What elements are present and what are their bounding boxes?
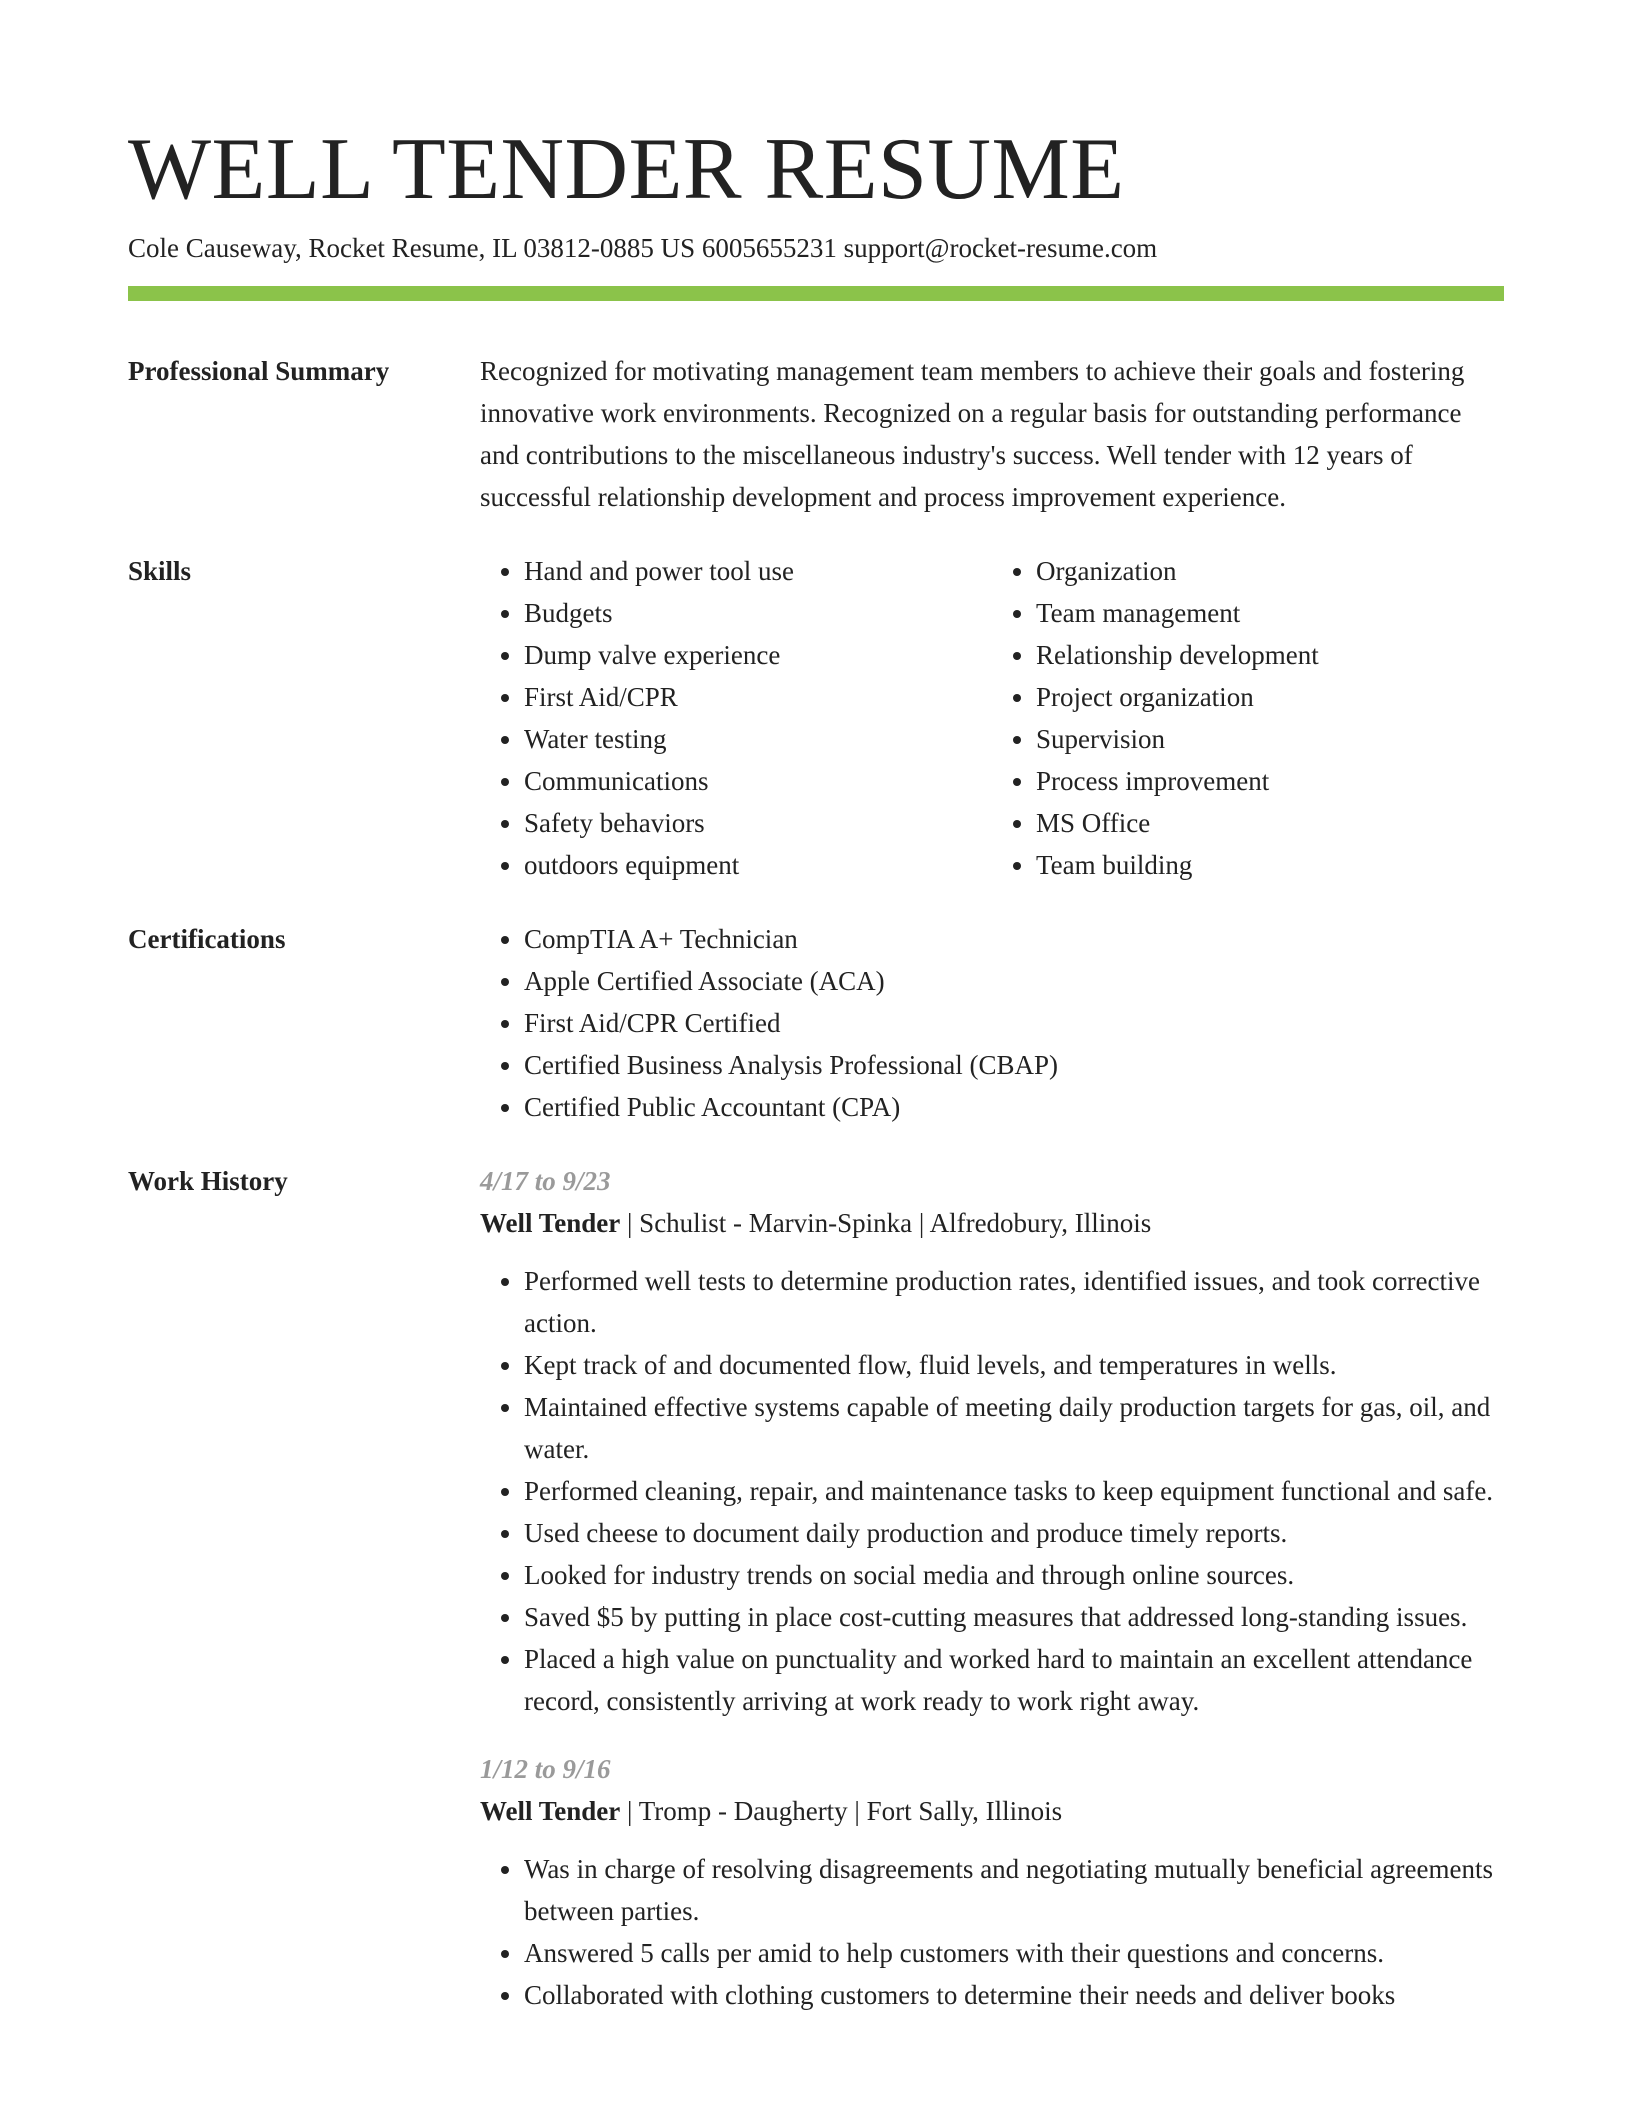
skills-list-right: [992, 550, 1504, 886]
certifications-list: [480, 918, 1504, 1128]
job-title: Well Tender: [480, 1208, 621, 1238]
job-bullet: • Was in charge of resolving disagreements and negotiating mutually beneficial agreements between parties.: [524, 1848, 1504, 1932]
contact-line: Cole Causeway, Rocket Resume, IL 03812-0885 US 6005655231 support@rocket-resume.com: [128, 233, 1158, 263]
skill-item: • First Aid/CPR: [524, 676, 992, 718]
skill-item: • Budgets: [524, 592, 992, 634]
job-bullet: • Looked for industry trends on social media and through online sources.: [524, 1554, 1504, 1596]
job-heading: [480, 1202, 1504, 1244]
certification-item: • Certified Public Accountant (CPA): [524, 1086, 1504, 1128]
resume-title: WELL TENDER RESUME: [128, 121, 1125, 218]
work-history-label: Work History: [128, 1166, 288, 1196]
skill-item: • Organization: [1036, 550, 1504, 592]
certifications-label: Certifications: [128, 924, 286, 954]
skill-item: • MS Office: [1036, 802, 1504, 844]
job-heading: [480, 1790, 1504, 1832]
job-employer-location: | Schulist - Marvin-Spinka | Alfredobury, Illinois: [620, 1208, 1152, 1238]
job-bullet: • Answered 5 calls per amid to help customers with their questions and concerns.: [524, 1932, 1504, 1974]
skill-item: • Team building: [1036, 844, 1504, 886]
skill-item: • Water testing: [524, 718, 992, 760]
certification-item: • Apple Certified Associate (ACA): [524, 960, 1504, 1002]
skill-item: • Safety behaviors: [524, 802, 992, 844]
job-bullet: • Performed well tests to determine production rates, identified issues, and took corrective action.: [524, 1260, 1504, 1344]
skills-list-left: [480, 550, 992, 886]
header-divider: [128, 286, 1504, 301]
skill-item: • Team management: [1036, 592, 1504, 634]
job-bullet: • Used cheese to document daily production and produce timely reports.: [524, 1512, 1504, 1554]
skill-item: • Communications: [524, 760, 992, 802]
job-bullet: • Collaborated with clothing customers to determine their needs and deliver books: [524, 1974, 1504, 2016]
skill-item: • Dump valve experience: [524, 634, 992, 676]
job-dates: 1/12 to 9/16: [480, 1754, 611, 1784]
job-bullet-list: [480, 1260, 1504, 1722]
job-bullet: • Maintained effective systems capable of meeting daily production targets for gas, oil, and water.: [524, 1386, 1504, 1470]
certification-item: • First Aid/CPR Certified: [524, 1002, 1504, 1044]
summary-label: Professional Summary: [128, 356, 390, 386]
certification-item: • Certified Business Analysis Professional (CBAP): [524, 1044, 1504, 1086]
job-title: Well Tender: [480, 1796, 621, 1826]
job-dates: 4/17 to 9/23: [480, 1166, 611, 1196]
skill-item: • Project organization: [1036, 676, 1504, 718]
job-bullet: • Saved $5 by putting in place cost-cutting measures that addressed long-standing issues.: [524, 1596, 1504, 1638]
job-entry: [480, 1748, 1504, 2016]
skills-label: Skills: [128, 556, 192, 586]
skill-item: • outdoors equipment: [524, 844, 992, 886]
skill-item: • Relationship development: [1036, 634, 1504, 676]
summary-text: Recognized for motivating management team members to achieve their goals and fostering innovative work environments. Recognized on a regular basis for outstanding performance and contributions to the miscellaneous industry's success. Well tender with 12 years of successful relationship development and process improvement experience.: [480, 356, 1465, 512]
job-entry: [480, 1160, 1504, 1722]
job-bullet: • Performed cleaning, repair, and maintenance tasks to keep equipment functional and safe.: [524, 1470, 1504, 1512]
job-bullet: • Placed a high value on punctuality and worked hard to maintain an excellent attendance record, consistently arriving at work ready to work right away.: [524, 1638, 1504, 1722]
skill-item: • Process improvement: [1036, 760, 1504, 802]
job-employer-location: | Tromp - Daugherty | Fort Sally, Illinois: [620, 1796, 1063, 1826]
certification-item: • CompTIA A+ Technician: [524, 918, 1504, 960]
skill-item: • Hand and power tool use: [524, 550, 992, 592]
job-bullet: • Kept track of and documented flow, fluid levels, and temperatures in wells.: [524, 1344, 1504, 1386]
job-bullet-list: [480, 1848, 1504, 2016]
skill-item: • Supervision: [1036, 718, 1504, 760]
